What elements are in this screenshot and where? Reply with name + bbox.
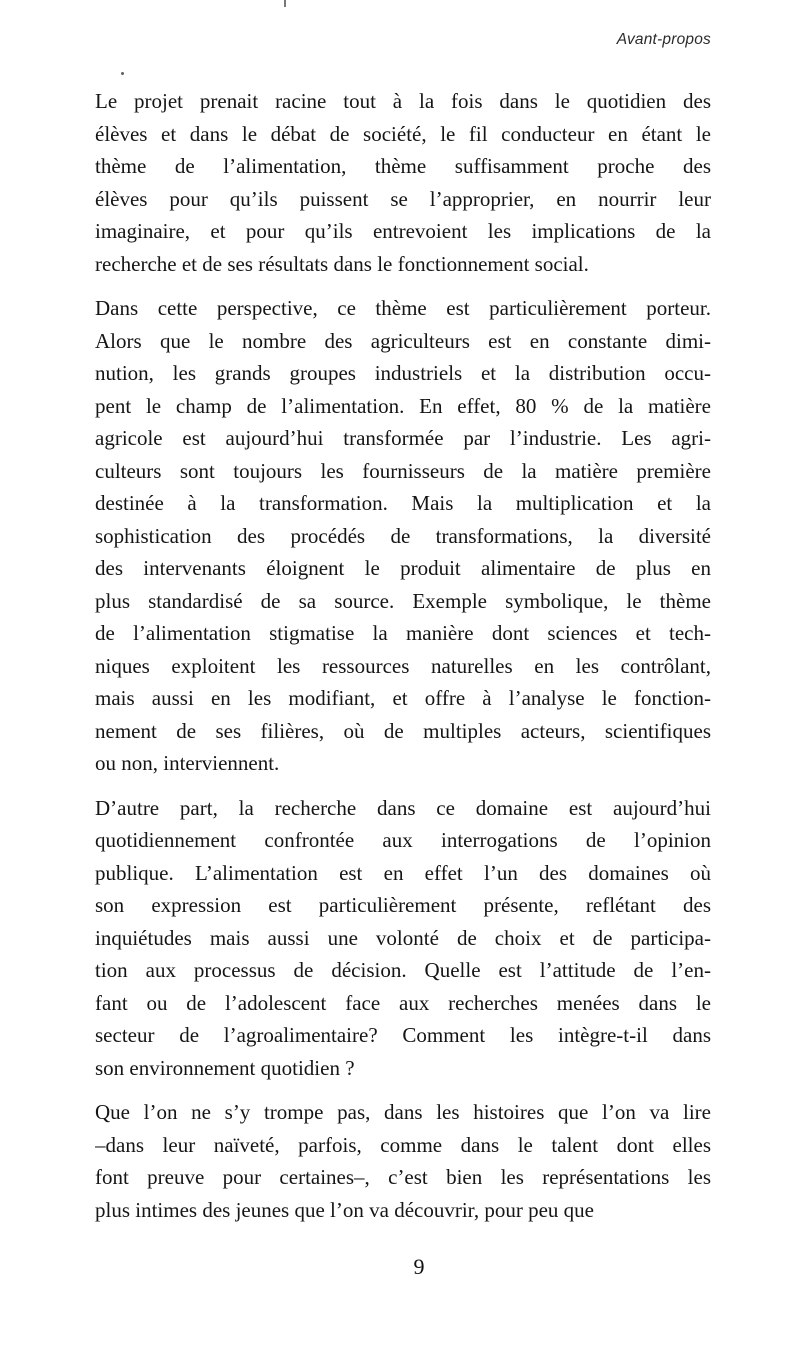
text-line: son environnement quotidien ? <box>95 1055 355 1080</box>
text-line: élèves pour qu’ils puissent se l’approprier, en nourrir leur <box>95 186 711 211</box>
text-line: pent le champ de l’alimentation. En effet, 80 % de la matière <box>95 393 711 418</box>
paragraph <box>95 792 711 1085</box>
text-line: nution, les grands groupes industriels et la distribution occu- <box>95 361 711 385</box>
text-line: nement de ses filières, où de multiples acteurs, scientifiques <box>95 718 711 743</box>
text-line: ou non, interviennent. <box>95 751 280 775</box>
text-line: inquiétudes mais aussi une volonté de choix et de participa- <box>95 925 711 950</box>
page-number: 9 <box>413 1254 425 1279</box>
scan-artifact-tick <box>284 0 286 7</box>
running-header: Avant-propos <box>616 31 711 48</box>
text-line: agricole est aujourd’hui transformée par l’industrie. Les agri- <box>95 426 711 450</box>
text-line: plus intimes des jeunes que l’on va découvrir, pour peu que <box>95 1197 594 1222</box>
text-line: Dans cette perspective, ce thème est particulièrement porteur. <box>95 296 711 320</box>
text-line: recherche et de ses résultats dans le fonctionnement social. <box>95 251 589 276</box>
text-line: publique. L’alimentation est en effet l’un des domaines où <box>95 860 711 885</box>
text-line: imaginaire, et pour qu’ils entrevoient les implications de la <box>95 219 711 243</box>
text-line: tion aux processus de décision. Quelle est l’attitude de l’en- <box>95 958 711 982</box>
scan-artifact-dot <box>121 72 124 75</box>
text-line: des intervenants éloignent le produit alimentaire de plus en <box>95 556 711 580</box>
text-line: font preuve pour certaines–, c’est bien les représentations les <box>95 1165 711 1189</box>
text-line: culteurs sont toujours les fournisseurs de la matière première <box>95 458 711 483</box>
paragraph <box>95 85 711 280</box>
text-line: mais aussi en les modifiant, et offre à l’analyse le fonction- <box>95 686 711 710</box>
paragraph <box>95 1096 711 1226</box>
text-line: de l’alimentation stigmatise la manière dont sciences et tech- <box>95 621 711 645</box>
text-line: niques exploitent les ressources naturelles en les contrôlant, <box>95 653 711 678</box>
text-line: destinée à la transformation. Mais la multiplication et la <box>95 491 711 515</box>
text-line: quotidiennement confrontée aux interrogations de l’opinion <box>95 828 711 852</box>
text-line: son expression est particulièrement présente, reflétant des <box>95 893 711 917</box>
text-line: D’autre part, la recherche dans ce domaine est aujourd’hui <box>95 795 711 820</box>
text-line: Que l’on ne s’y trompe pas, dans les histoires que l’on va lire <box>95 1100 711 1124</box>
text-line: Le projet prenait racine tout à la fois dans le quotidien des <box>95 89 711 113</box>
text-line: secteur de l’agroalimentaire? Comment les intègre-t-il dans <box>95 1023 711 1047</box>
text-line: sophistication des procédés de transformations, la diversité <box>95 523 711 548</box>
text-line: élèves et dans le débat de société, le fil conducteur en étant le <box>95 121 711 146</box>
paragraph <box>95 292 711 780</box>
text-line: fant ou de l’adolescent face aux recherches menées dans le <box>95 990 711 1015</box>
text-line: plus standardisé de sa source. Exemple symbolique, le thème <box>95 588 711 613</box>
page-body <box>95 85 711 1226</box>
text-line: thème de l’alimentation, thème suffisamment proche des <box>95 154 711 178</box>
text-line: Alors que le nombre des agriculteurs est en constante dimi- <box>95 328 711 353</box>
text-line: –dans leur naïveté, parfois, comme dans le talent dont elles <box>95 1132 711 1157</box>
